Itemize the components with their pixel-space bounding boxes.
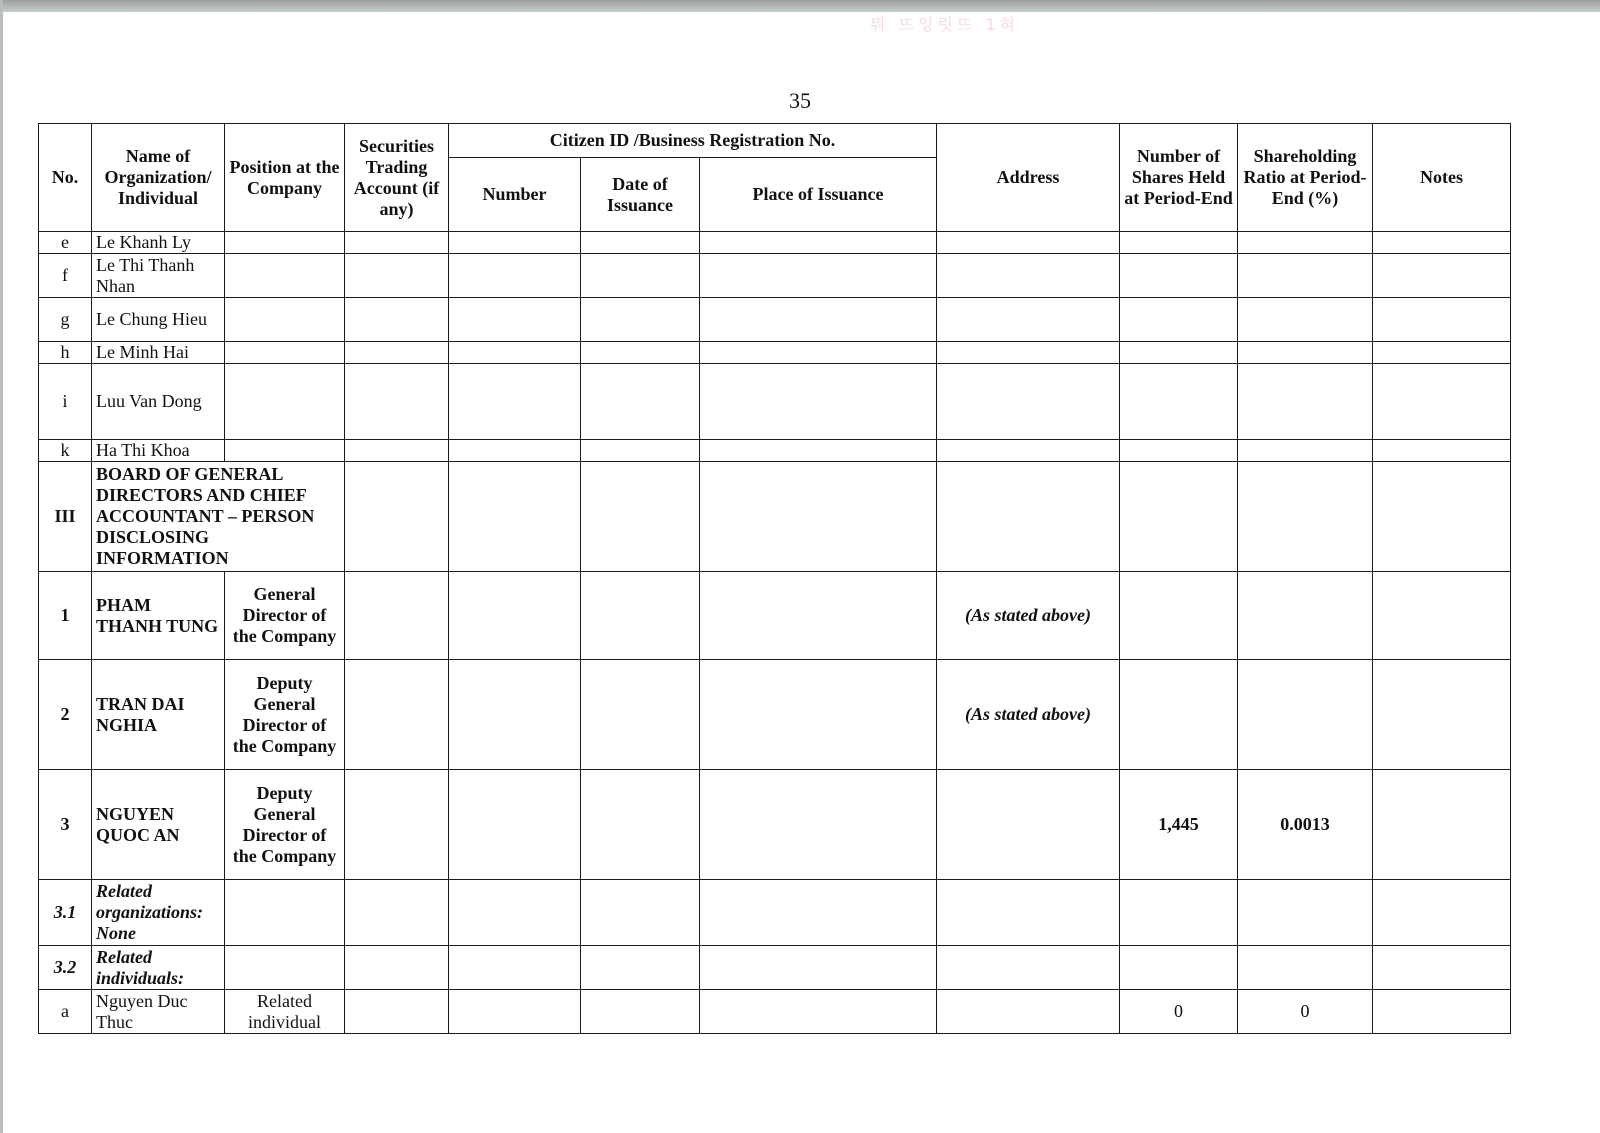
row-date	[581, 990, 700, 1034]
table-row	[39, 946, 1511, 990]
row-no: h	[39, 342, 92, 364]
row-place	[700, 254, 937, 298]
row-id-number	[449, 254, 581, 298]
row-date	[581, 298, 700, 342]
header-citizen-id-group: Citizen ID /Business Registration No.	[449, 124, 937, 158]
section-row	[39, 462, 1511, 572]
row-address	[937, 990, 1120, 1034]
page-number: 35	[789, 88, 811, 113]
header-date-of-issuance: Date of Issuance	[581, 158, 700, 232]
table-row	[39, 232, 1511, 254]
row-date	[581, 572, 700, 660]
row-date	[581, 342, 700, 364]
row-position: Deputy General Director of the Company	[225, 660, 345, 770]
row-name: Le Thi Thanh Nhan	[92, 254, 225, 298]
header-name: Name of Organization/ Individual	[92, 124, 225, 232]
section-title: BOARD OF GENERAL DIRECTORS AND CHIEF ACCOUNTANT – PERSON DISCLOSING INFORMATION	[92, 462, 345, 572]
row-securities	[345, 364, 449, 440]
header-notes: Notes	[1373, 124, 1511, 232]
row-name: Nguyen Duc Thuc	[92, 990, 225, 1034]
row-notes	[1373, 364, 1511, 440]
table-row	[39, 770, 1511, 880]
row-place	[700, 990, 937, 1034]
row-date	[581, 364, 700, 440]
scan-left-edge	[0, 0, 3, 1133]
row-name: Le Khanh Ly	[92, 232, 225, 254]
row-id-number	[449, 342, 581, 364]
row-shares	[1120, 440, 1238, 462]
row-securities	[345, 254, 449, 298]
row-ratio	[1238, 440, 1373, 462]
row-shares	[1120, 298, 1238, 342]
row-position	[225, 232, 345, 254]
row-position	[225, 364, 345, 440]
row-place	[700, 770, 937, 880]
row-notes	[1373, 232, 1511, 254]
row-position	[225, 440, 345, 462]
row-place	[700, 298, 937, 342]
table-row	[39, 364, 1511, 440]
row-no: g	[39, 298, 92, 342]
row-address	[937, 462, 1120, 572]
row-no: 3.1	[39, 880, 92, 946]
row-notes	[1373, 440, 1511, 462]
row-ratio	[1238, 232, 1373, 254]
row-no: i	[39, 364, 92, 440]
row-place	[700, 342, 937, 364]
row-shares	[1120, 364, 1238, 440]
row-place	[700, 364, 937, 440]
row-position: General Director of the Company	[225, 572, 345, 660]
row-securities	[345, 770, 449, 880]
row-place	[700, 232, 937, 254]
row-position	[225, 298, 345, 342]
table-row	[39, 572, 1511, 660]
faint-stamp-mark: 뭐 뜨잉릿뜨 1혀	[870, 15, 1020, 34]
row-date	[581, 770, 700, 880]
row-address	[937, 232, 1120, 254]
row-shares	[1120, 232, 1238, 254]
row-address	[937, 440, 1120, 462]
row-securities	[345, 660, 449, 770]
row-id-number	[449, 990, 581, 1034]
row-date	[581, 660, 700, 770]
row-shares: 1,445	[1120, 770, 1238, 880]
row-place	[700, 440, 937, 462]
row-id-number	[449, 946, 581, 990]
row-no: 3	[39, 770, 92, 880]
header-securities-account: Securities Trading Account (if any)	[345, 124, 449, 232]
row-name: PHAM THANH TUNG	[92, 572, 225, 660]
row-position	[225, 880, 345, 946]
row-address	[937, 770, 1120, 880]
row-ratio	[1238, 946, 1373, 990]
row-shares	[1120, 880, 1238, 946]
row-securities	[345, 462, 449, 572]
row-id-number	[449, 440, 581, 462]
row-notes	[1373, 880, 1511, 946]
row-no: III	[39, 462, 92, 572]
row-position	[225, 254, 345, 298]
row-date	[581, 946, 700, 990]
table-row	[39, 440, 1511, 462]
row-securities	[345, 572, 449, 660]
row-position: Deputy General Director of the Company	[225, 770, 345, 880]
row-ratio: 0.0013	[1238, 770, 1373, 880]
table-row	[39, 298, 1511, 342]
row-no: f	[39, 254, 92, 298]
row-no: 3.2	[39, 946, 92, 990]
row-id-number	[449, 232, 581, 254]
row-ratio	[1238, 364, 1373, 440]
row-address	[937, 254, 1120, 298]
row-securities	[345, 440, 449, 462]
row-place	[700, 660, 937, 770]
shareholder-table	[38, 123, 1511, 1034]
row-securities	[345, 990, 449, 1034]
row-notes	[1373, 990, 1511, 1034]
row-notes	[1373, 660, 1511, 770]
row-ratio	[1238, 572, 1373, 660]
row-address: (As stated above)	[937, 660, 1120, 770]
row-shares	[1120, 342, 1238, 364]
row-name: Related organizations: None	[92, 880, 225, 946]
row-securities	[345, 342, 449, 364]
row-securities	[345, 946, 449, 990]
row-date	[581, 880, 700, 946]
row-id-number	[449, 880, 581, 946]
row-name: Ha Thi Khoa	[92, 440, 225, 462]
row-no: a	[39, 990, 92, 1034]
row-securities	[345, 232, 449, 254]
row-address	[937, 880, 1120, 946]
row-date	[581, 232, 700, 254]
row-name: Le Chung Hieu	[92, 298, 225, 342]
row-shares	[1120, 660, 1238, 770]
row-notes	[1373, 946, 1511, 990]
row-no: 1	[39, 572, 92, 660]
row-no: k	[39, 440, 92, 462]
row-id-number	[449, 770, 581, 880]
row-shares	[1120, 254, 1238, 298]
header-id-number: Number	[449, 158, 581, 232]
row-no: 2	[39, 660, 92, 770]
row-ratio	[1238, 298, 1373, 342]
row-ratio	[1238, 880, 1373, 946]
row-ratio	[1238, 462, 1373, 572]
row-no: e	[39, 232, 92, 254]
row-notes	[1373, 298, 1511, 342]
header-shareholding-ratio: Shareholding Ratio at Period-End (%)	[1238, 124, 1373, 232]
row-place	[700, 946, 937, 990]
header-no: No.	[39, 124, 92, 232]
row-place	[700, 880, 937, 946]
row-notes	[1373, 770, 1511, 880]
row-name: TRAN DAI NGHIA	[92, 660, 225, 770]
row-id-number	[449, 364, 581, 440]
row-shares: 0	[1120, 990, 1238, 1034]
row-notes	[1373, 342, 1511, 364]
row-date	[581, 440, 700, 462]
row-address	[937, 342, 1120, 364]
scan-top-edge	[0, 0, 1600, 12]
table-row	[39, 342, 1511, 364]
header-address: Address	[937, 124, 1120, 232]
table-row	[39, 880, 1511, 946]
row-date	[581, 254, 700, 298]
header-place-of-issuance: Place of Issuance	[700, 158, 937, 232]
row-securities	[345, 880, 449, 946]
row-notes	[1373, 572, 1511, 660]
row-name: Luu Van Dong	[92, 364, 225, 440]
row-id-number	[449, 572, 581, 660]
row-position	[225, 342, 345, 364]
row-name: Related individuals:	[92, 946, 225, 990]
row-address	[937, 298, 1120, 342]
header-position: Position at the Company	[225, 124, 345, 232]
row-place	[700, 572, 937, 660]
row-address	[937, 364, 1120, 440]
row-notes	[1373, 462, 1511, 572]
table-row	[39, 660, 1511, 770]
row-shares	[1120, 572, 1238, 660]
row-place	[700, 462, 937, 572]
row-name: NGUYEN QUOC AN	[92, 770, 225, 880]
table-row	[39, 990, 1511, 1034]
row-address: (As stated above)	[937, 572, 1120, 660]
row-ratio	[1238, 660, 1373, 770]
row-id-number	[449, 298, 581, 342]
row-position: Related individual	[225, 990, 345, 1034]
row-ratio	[1238, 342, 1373, 364]
header-shares-held: Number of Shares Held at Period-End	[1120, 124, 1238, 232]
row-ratio: 0	[1238, 990, 1373, 1034]
row-ratio	[1238, 254, 1373, 298]
table-row	[39, 254, 1511, 298]
row-notes	[1373, 254, 1511, 298]
row-date	[581, 462, 700, 572]
row-id-number	[449, 462, 581, 572]
row-name: Le Minh Hai	[92, 342, 225, 364]
row-securities	[345, 298, 449, 342]
row-position	[225, 946, 345, 990]
row-shares	[1120, 946, 1238, 990]
row-address	[937, 946, 1120, 990]
row-shares	[1120, 462, 1238, 572]
row-id-number	[449, 660, 581, 770]
